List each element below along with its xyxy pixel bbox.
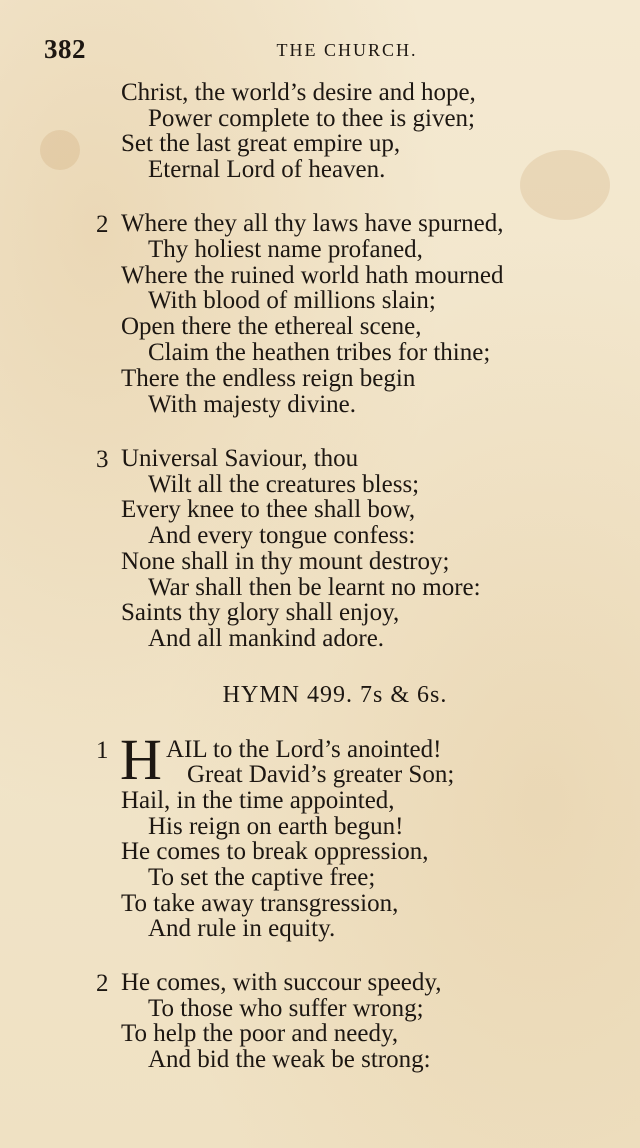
verse-line: Saints thy glory shall enjoy, — [121, 599, 400, 626]
verse-line: Where they all thy laws have spurned, — [121, 210, 504, 237]
verse-line: AIL to the Lord’s anointed! — [166, 736, 442, 763]
hymn-title: HYMN 499. 7s & 6s. — [222, 682, 448, 708]
running-title: THE CHURCH. — [276, 40, 418, 60]
verse-line: Christ, the world’s desire and hope, — [121, 79, 476, 106]
verse-line: To set the captive free; — [148, 864, 376, 891]
verse-number: 2 — [96, 970, 109, 997]
verse-line: Universal Saviour, thou — [121, 445, 359, 472]
verse-line: Wilt all the creatures bless; — [148, 471, 420, 498]
verse-line: Set the last great empire up, — [121, 130, 401, 157]
verse-line: War shall then be learnt no more: — [148, 574, 481, 601]
verse-line: Thy holiest name profaned, — [148, 236, 423, 263]
verse-line: There the endless reign begin — [121, 365, 416, 392]
verse-line: Claim the heathen tribes for thine; — [148, 339, 491, 366]
verse-line: He comes, with succour speedy, — [121, 969, 442, 996]
verse-line: And every tongue confess: — [148, 522, 416, 549]
verse-line: With majesty divine. — [148, 391, 356, 418]
verse-line: And all mankind adore. — [148, 625, 385, 652]
verse-line: Open there the ethereal scene, — [121, 313, 422, 340]
drop-cap: H — [120, 727, 162, 792]
verse-line: Great David’s greater Son; — [187, 761, 455, 788]
verse-line: Hail, in the time appointed, — [121, 787, 395, 814]
verse-number: 3 — [96, 446, 109, 473]
paper-stain — [40, 130, 80, 170]
verse-line: None shall in thy mount destroy; — [121, 548, 450, 575]
verse-line: To help the poor and needy, — [121, 1020, 399, 1047]
page-header — [44, 34, 600, 64]
verse-number: 1 — [96, 737, 109, 764]
verse-line: And rule in equity. — [148, 915, 336, 942]
verse-line: Power complete to thee is given; — [148, 105, 476, 132]
verse-number: 2 — [96, 211, 109, 238]
verse-line: Every knee to thee shall bow, — [121, 496, 416, 523]
verse-line: With blood of millions slain; — [148, 287, 436, 314]
verse-line: He comes to break oppression, — [121, 838, 429, 865]
verse-line: His reign on earth begun! — [148, 813, 404, 840]
page-number: 382 — [44, 34, 86, 64]
verse-line: To those who suffer wrong; — [148, 995, 424, 1022]
verse-line: To take away transgression, — [121, 890, 399, 917]
verse-line: Eternal Lord of heaven. — [148, 156, 386, 183]
paper-stain — [520, 150, 610, 220]
verse-line: Where the ruined world hath mourned — [121, 262, 504, 289]
verse-line: And bid the weak be strong: — [148, 1046, 431, 1073]
